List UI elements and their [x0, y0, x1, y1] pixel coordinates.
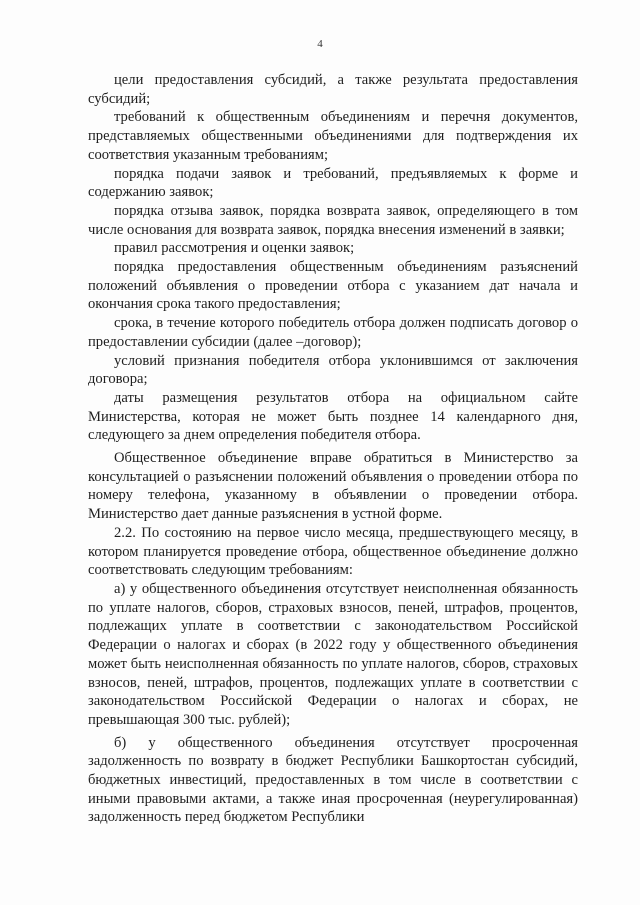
paragraph-application-procedure: порядка подачи заявок и требований, предъявляемых к форме и содержанию заявок;: [88, 165, 578, 201]
paragraph-withdrawal-procedure: порядка отзыва заявок, порядка возврата заявок, определяющего в том числе основания для возврата заявок, порядка внесения изменений в заявки;: [88, 202, 578, 238]
paragraph-goals: цели предоставления субсидий, а также результата предоставления субсидий;: [88, 72, 578, 107]
paragraph-review-rules: правил рассмотрения и оценки заявок;: [114, 240, 355, 257]
paragraph-evasion-conditions: условий признания победителя отбора уклонившимся от заключения договора;: [88, 352, 578, 388]
paragraph-results-publication: даты размещения результатов отбора на официальном сайте Министерства, которая не может быть позднее 14 календарного дня, следующего за днем определения победителя отбора.: [88, 389, 578, 444]
paragraph-contract-deadline: срока, в течение которого победитель отбора должен подписать договор о предоставлении субсидии (далее –договор);: [88, 315, 578, 350]
paragraph-consultation: Общественное объединение вправе обратиться в Министерство за консультацией о разъяснении положений объявления о проведении отбора по номеру телефона, указанному в объявлении о проведении отбора. Министерство дает данные разъяснения в устной форме.: [88, 450, 578, 523]
paragraph-section-2-2: 2.2. По состоянию на первое число месяца, предшествующего месяцу, в котором планируется проведение отбора, общественное объединение должно соответствовать следующим требованиям:: [88, 524, 578, 579]
paragraph-item-a: а) у общественного объединения отсутствует неисполненная обязанность по уплате налогов, сборов, страховых взносов, пеней, штрафов, процентов, подлежащих уплате в соответствии с законодательством Российской Федерации о налогах и сборах (в 2022 году у общественного объединения может быть неисполненная обязанность по уплате налогов, сборов, страховых взносов, пеней, штрафов, процентов, подлежащих уплате в соответствии с законодательством Российской Федерации о налогах и сборах, не превышающая 300 тыс. рублей);: [88, 580, 578, 728]
paragraph-item-b: б) у общественного объединения отсутствует просроченная задолженность по возврату в бюджет Республики Башкортостан субсидий, бюджетных инвестиций, предоставленных в том числе в соответствии с иными правовыми актами, а также иная просроченная (неурегулированная) задолженность перед бюджетом Республики: [88, 734, 578, 826]
page-number: 4: [317, 38, 323, 50]
paragraph-requirements: требований к общественным объединениям и перечня документов, представляемых общественными объединениями для подтверждения их соответствия указанным требованиям;: [88, 109, 578, 163]
paragraph-clarifications: порядка предоставления общественным объединениям разъяснений положений объявления о проведении отбора с указанием дат начала и окончания срока такого предоставления;: [88, 259, 578, 313]
document-body: [88, 71, 578, 827]
